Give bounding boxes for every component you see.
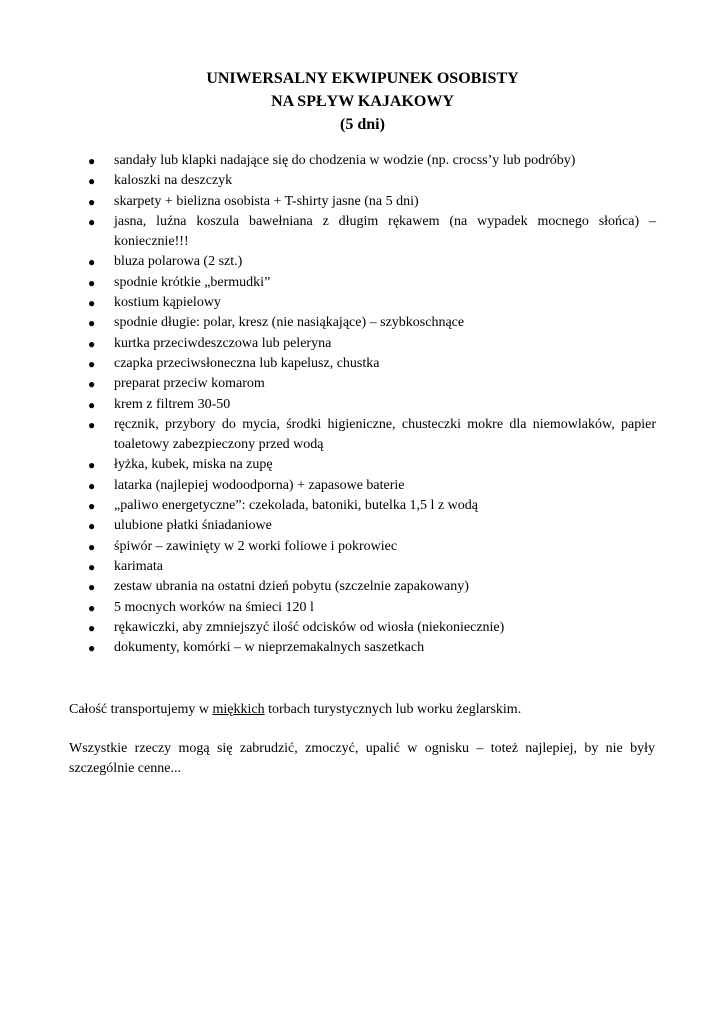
list-item (0, 476, 725, 496)
bullet-icon: ● (88, 397, 96, 412)
list-item-text: „paliwo energetyczne”: czekolada, batoniki, butelka 1,5 l z wodą (114, 498, 478, 514)
bullet-icon: ● (88, 214, 96, 229)
list-item (0, 171, 725, 191)
bullet-icon: ● (88, 377, 96, 392)
transport-note-start: Całość transportujemy w (69, 702, 213, 717)
list-item-text: kostium kąpielowy (114, 295, 221, 311)
list-item-text: spodnie długie: polar, kresz (nie nasiąkające) – szybkoschnące (114, 315, 465, 331)
list-item (0, 618, 725, 638)
transport-note-emphasis: miękkich (212, 702, 265, 717)
warning-note: Wszystkie rzeczy mogą się zabrudzić, zmoczyć, upalić w ognisku – toteż najlepiej, by nie były szczególnie cenne... (69, 741, 655, 776)
bullet-icon: ● (88, 316, 96, 331)
list-item (0, 415, 725, 456)
list-item-text: 5 mocnych worków na śmieci 120 l (114, 599, 314, 615)
list-item-text: karimata (114, 558, 163, 574)
bullet-icon: ● (88, 336, 96, 351)
list-item (0, 374, 725, 394)
list-item-text: krem z filtrem 30-50 (114, 396, 231, 412)
equipment-list (0, 151, 725, 658)
bullet-icon: ● (88, 194, 96, 209)
list-item-text: kurtka przeciwdeszczowa lub peleryna (114, 335, 332, 351)
list-item-text: bluza polarowa (2 szt.) (114, 254, 243, 270)
list-item (0, 537, 725, 557)
list-item (0, 334, 725, 354)
list-item (0, 273, 725, 293)
list-item-text: kaloszki na deszczyk (114, 173, 233, 189)
list-item-text: dokumenty, komórki – w nieprzemakalnych saszetkach (114, 640, 425, 656)
bullet-icon: ● (88, 458, 96, 473)
bullet-icon: ● (88, 519, 96, 534)
list-item-text: jasna, luźna koszula bawełniana z długim rękawem (na wypadek mocnego słońca) – koniecznie!!! (114, 213, 656, 250)
bullet-icon: ● (88, 356, 96, 371)
list-item-text: sandały lub klapki nadające się do chodzenia w wodzie (np. crocss’y lub podróby) (114, 153, 576, 168)
list-item (0, 516, 725, 536)
list-item-text: ulubione płatki śniadaniowe (114, 518, 272, 534)
bullet-icon: ● (88, 641, 96, 656)
list-item-text: czapka przeciwsłoneczna lub kapelusz, chustka (114, 355, 380, 371)
list-item (0, 557, 725, 577)
title-line-3: (5 dni) (340, 116, 385, 133)
list-item-text: preparat przeciw komarom (114, 376, 265, 392)
list-item (0, 496, 725, 516)
bullet-icon: ● (88, 600, 96, 615)
bullet-icon: ● (88, 255, 96, 270)
bullet-icon: ● (88, 154, 96, 168)
list-item (0, 212, 725, 253)
bullet-icon: ● (88, 417, 96, 432)
list-item (0, 313, 725, 333)
list-item (0, 151, 725, 171)
list-item-text: śpiwór – zawinięty w 2 worki foliowe i pokrowiec (114, 538, 398, 554)
bullet-icon: ● (88, 174, 96, 189)
list-item (0, 455, 725, 475)
title-line-2: NA SPŁYW KAJAKOWY (271, 93, 454, 110)
bullet-icon: ● (88, 559, 96, 574)
bullet-icon: ● (88, 275, 96, 290)
bullet-icon: ● (88, 296, 96, 311)
transport-note (69, 700, 655, 720)
document-title (0, 67, 725, 136)
list-item-text: łyżka, kubek, miska na zupę (114, 457, 273, 473)
list-item (0, 598, 725, 618)
bullet-icon: ● (88, 478, 96, 493)
list-item-text: zestaw ubrania na ostatni dzień pobytu (szczelnie zapakowany) (114, 579, 469, 595)
list-item-text: rękawiczki, aby zmniejszyć ilość odcisków od wiosła (niekoniecznie) (114, 619, 505, 635)
list-item (0, 293, 725, 313)
bullet-icon: ● (88, 499, 96, 514)
list-item-text: spodnie krótkie „bermudki” (114, 274, 271, 290)
list-item-text: skarpety + bielizna osobista + T-shirty jasne (na 5 dni) (114, 193, 419, 209)
list-item (0, 252, 725, 272)
list-item (0, 638, 725, 658)
list-item-text: ręcznik, przybory do mycia, środki higieniczne, chusteczki mokre dla niemowlaków, papier toaletowy zabezpieczony przed wodą (114, 416, 656, 453)
bullet-icon: ● (88, 539, 96, 554)
title-line-1: UNIWERSALNY EKWIPUNEK OSOBISTY (206, 70, 519, 87)
bullet-icon: ● (88, 580, 96, 595)
list-item-text: latarka (najlepiej wodoodporna) + zapasowe baterie (114, 477, 405, 493)
list-item (0, 577, 725, 597)
list-item (0, 395, 725, 415)
transport-note-end: torbach turystycznych lub worku żeglarskim. (264, 702, 522, 717)
list-item (0, 192, 725, 212)
bullet-icon: ● (88, 620, 96, 635)
list-item (0, 354, 725, 374)
